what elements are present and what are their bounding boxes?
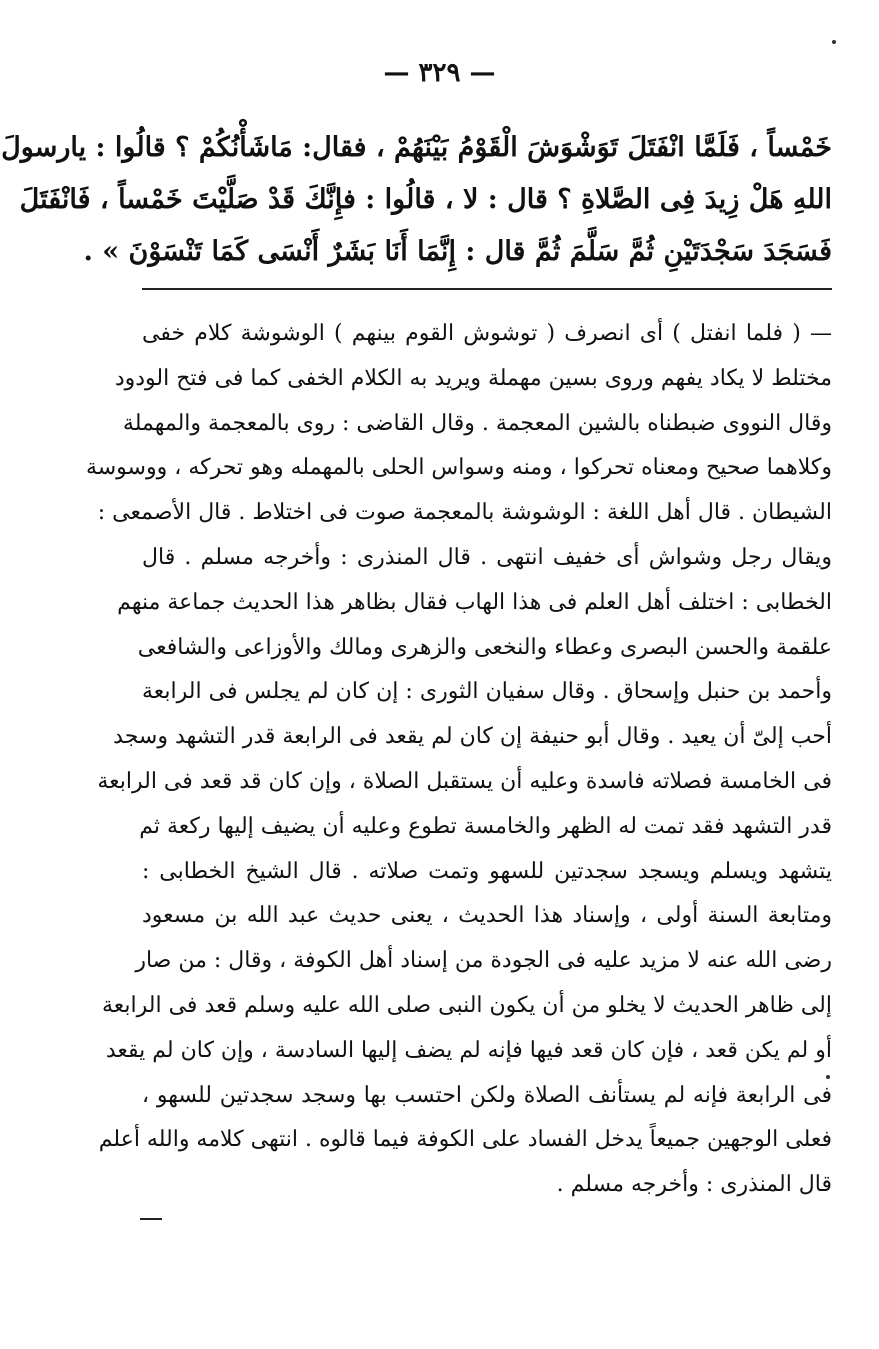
scan-speck	[826, 1075, 830, 1079]
section-divider	[142, 288, 832, 290]
commentary-line: رضى الله عنه لا مزيد عليه فى الجودة من إسناد أهل الكوفة ، وقال : من صار	[135, 948, 832, 974]
commentary-line: إلى ظاهر الحديث لا يخلو من أن يكون النبى صلى الله عليه وسلم قعد فى الرابعة	[102, 992, 832, 1018]
hadith-text	[1, 122, 832, 278]
commentary-line: قدر التشهد فقد تمت له الظهر والخامسة تطوع وعليه أن يضيف إليها ركعة ثم	[139, 813, 832, 839]
commentary-line: الخطابى : اختلف أهل العلم فى هذا الهاب فقال بظاهر هذا الحديث جماعة منهم	[117, 589, 832, 615]
hadith-line: اللهِ هَلْ زِيدَ فِى الصَّلاةِ ؟ قال : لا ، قالُوا : فإِنَّكَ قَدْ صَلَّيْتَ خَمْساً ، فَانْفَتَلَ	[19, 184, 832, 215]
commentary-line: قال المنذرى : وأخرجه مسلم .	[556, 1172, 832, 1198]
commentary-line: وأحمد بن حنبل وإسحاق . وقال سفيان الثورى : إن كان لم يجلس فى الرابعة	[142, 679, 832, 705]
hadith-line: خَمْساً ، فَلَمَّا انْفَتَلَ تَوَشْوَشَ الْقَوْمُ بَيْنَهُمْ ، فقال: مَاشَأْنُكُمْ ؟ قالُوا : يارسولَ	[1, 132, 832, 163]
commentary-line: ومتابعة السنة أولى ، وإسناد هذا الحديث ، يعنى حديث عبد الله بن مسعود	[142, 903, 832, 929]
commentary-line: مختلط لا يكاد يفهم وروى بسين مهملة ويريد به الكلام الخفى كما فى فتح الودود	[114, 365, 832, 391]
scan-speck	[832, 40, 836, 44]
commentary-line: فى الخامسة فصلاته فاسدة وعليه أن يستقبل الصلاة ، وإن كان قد قعد فى الرابعة	[97, 768, 832, 794]
commentary-line: الشيطان . قال أهل اللغة : الوشوشة بالمعجمة صوت فى اختلاط . قال الأصمعى :	[97, 500, 832, 526]
commentary-line: علقمة والحسن البصرى وعطاء والنخعى والزهرى ومالك والأوزاعى والشافعى	[137, 634, 832, 660]
commentary-line: فى الرابعة فإنه لم يستأنف الصلاة ولكن احتسب بها وسجد سجدتين للسهو ،	[142, 1082, 832, 1108]
commentary-line: فعلى الوجهين جميعاً يدخل الفساد على الكوفة فيما قالوه . انتهى كلامه والله أعلم	[98, 1127, 832, 1153]
commentary-line: أو لم يكن قعد ، فإن كان قعد فيها فإنه لم يضف إليها السادسة ، وإن كان لم يقعد	[105, 1037, 832, 1063]
page-number: — ٣٢٩ —	[383, 58, 496, 88]
end-dash	[140, 1218, 162, 1220]
commentary-line: وكلاهما صحيح ومعناه تحركوا ، ومنه وسواس الحلى بالمهمله وهو تحركه ، ووسوسة	[85, 455, 832, 481]
commentary-line: أحب إلىّ أن يعيد . وقال أبو حنيفة إن كان لم يقعد فى الرابعة قدر التشهد وسجد	[113, 724, 832, 750]
hadith-line: فَسَجَدَ سَجْدَتَيْنِ ثُمَّ سَلَّمَ ثُمَّ قال : إِنَّمَا أَنَا بَشَرٌ أَنْسَى كَمَا تَنْسَوْنَ » .	[83, 236, 832, 267]
commentary-line: ويقال رجل وشواش أى خفيف انتهى . قال المنذرى : وأخرجه مسلم . قال	[142, 544, 832, 570]
commentary-line: وقال النووى ضبطناه بالشين المعجمة . وقال القاضى : روى بالمعجمة والمهملة	[122, 410, 832, 436]
commentary-text	[85, 312, 832, 1208]
commentary-line: — ( فلما انفتل ) أى انصرف ( توشوش القوم بينهم ) الوشوشة كلام خفى	[142, 321, 832, 346]
commentary-line: يتشهد ويسلم ويسجد سجدتين للسهو وتمت صلاته . قال الشيخ الخطابى :	[142, 858, 832, 884]
